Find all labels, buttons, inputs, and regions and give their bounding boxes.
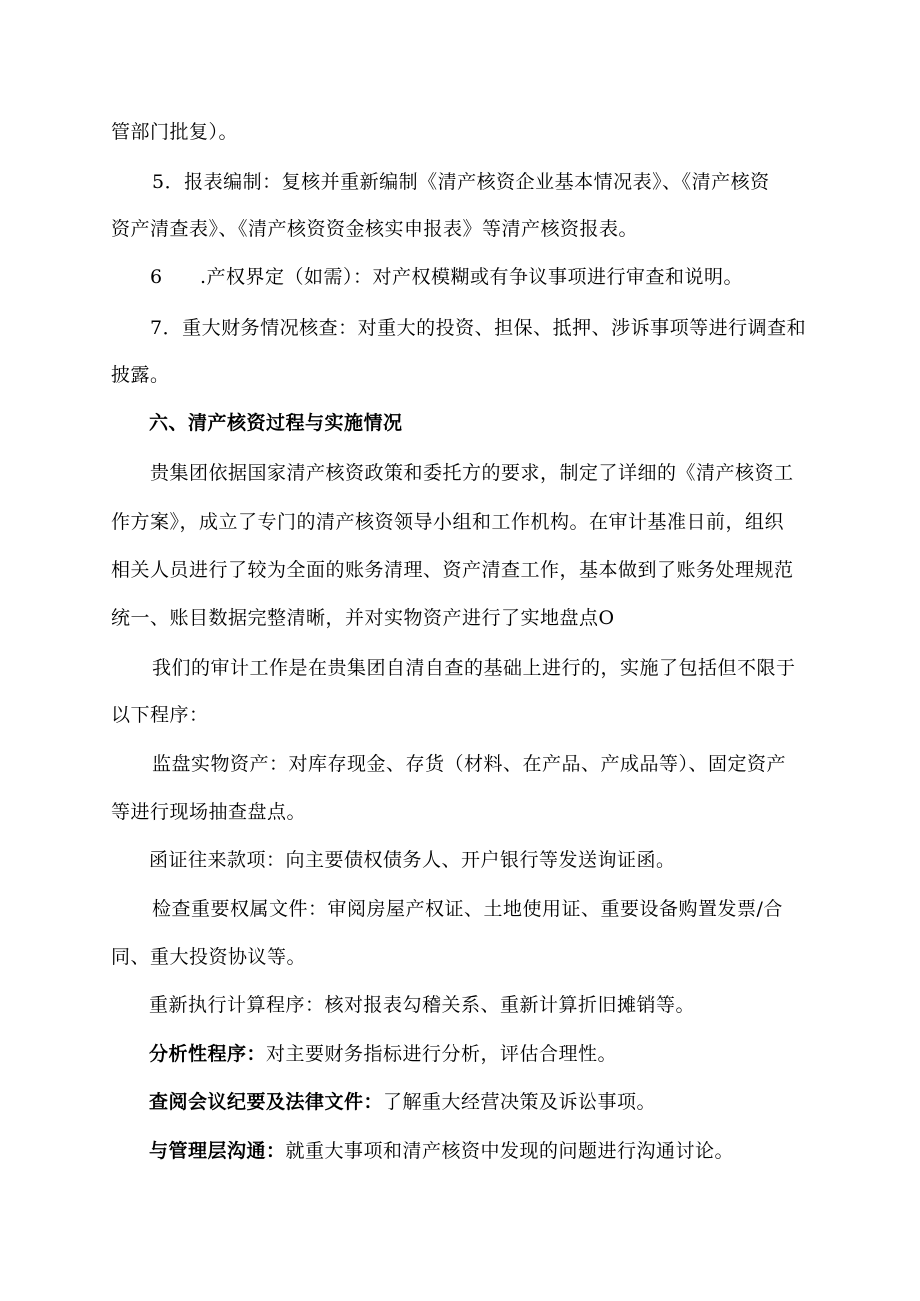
procedure-7 — [149, 1139, 734, 1163]
procedure-7-text: 就重大事项和清产核资中发现的问题进行沟通讨论。 — [285, 1140, 735, 1162]
item-7-line-1: 7．重大财务情况核查：对重大的投资、担保、抵押、涉诉事项等进行调查和 — [150, 317, 807, 339]
paragraph-1-line-4: 统一、账目数据完整清晰，并对实物资产进行了实地盘点O — [111, 607, 615, 629]
procedure-3-line-2: 同、重大投资协议等。 — [111, 946, 307, 968]
procedure-5-label: 分析性程序： — [149, 1043, 267, 1065]
procedure-5 — [149, 1042, 617, 1066]
paragraph-1-line-1: 贵集团依据国家清产核资政策和委托方的要求，制定了详细的《清产核资工 — [150, 462, 794, 484]
continuation-line: 管部门批复）。 — [111, 121, 239, 143]
procedure-6-text: 了解重大经营决策及诉讼事项。 — [383, 1091, 657, 1113]
item-5-line-1: 5．报表编制：复核并重新编制《清产核资企业基本情况表》、《清产核资 — [152, 171, 770, 193]
paragraph-2-line-1: 我们的审计工作是在贵集团自清自查的基础上进行的，实施了包括但不限于 — [152, 657, 796, 679]
procedure-1-line-1: 监盘实物资产：对库存现金、存货（材料、在产品、产成品等）、固定资产 — [152, 753, 787, 775]
section-heading-6: 六、清产核资过程与实施情况 — [149, 412, 403, 434]
paragraph-1-line-2: 作方案》，成立了专门的清产核资领导小组和工作机构。在审计基准日前，组织 — [111, 511, 785, 533]
paragraph-1-line-3: 相关人员进行了较为全面的账务清理、资产清查工作，基本做到了账务处理规范 — [111, 559, 794, 581]
item-6-number: 6 — [150, 266, 163, 288]
item-6-text: .产权界定（如需）：对产权模糊或有争议事项进行审查和说明。 — [200, 266, 744, 288]
procedure-5-text: 对主要财务指标进行分析，评估合理性。 — [266, 1043, 618, 1065]
procedure-2: 函证往来款项：向主要债权债务人、开户银行等发送询证函。 — [149, 849, 676, 871]
item-5-line-2: 资产清查表》、《清产核资资金核实申报表》等清产核资报表。 — [111, 218, 639, 240]
procedure-6-label: 查阅会议纪要及法律文件： — [149, 1091, 384, 1113]
procedure-4: 重新执行计算程序：核对报表勾稽关系、重新计算折旧摊销等。 — [149, 994, 696, 1016]
paragraph-2-line-2: 以下程序： — [111, 704, 209, 726]
procedure-6 — [149, 1090, 656, 1114]
procedure-7-label: 与管理层沟通： — [149, 1140, 286, 1162]
item-7-line-2: 披露。 — [111, 364, 170, 386]
procedure-1-line-2: 等进行现场抽查盘点。 — [111, 801, 307, 823]
procedure-3-line-1: 检查重要权属文件：审阅房屋产权证、土地使用证、重要设备购置发票/合 — [152, 898, 783, 920]
